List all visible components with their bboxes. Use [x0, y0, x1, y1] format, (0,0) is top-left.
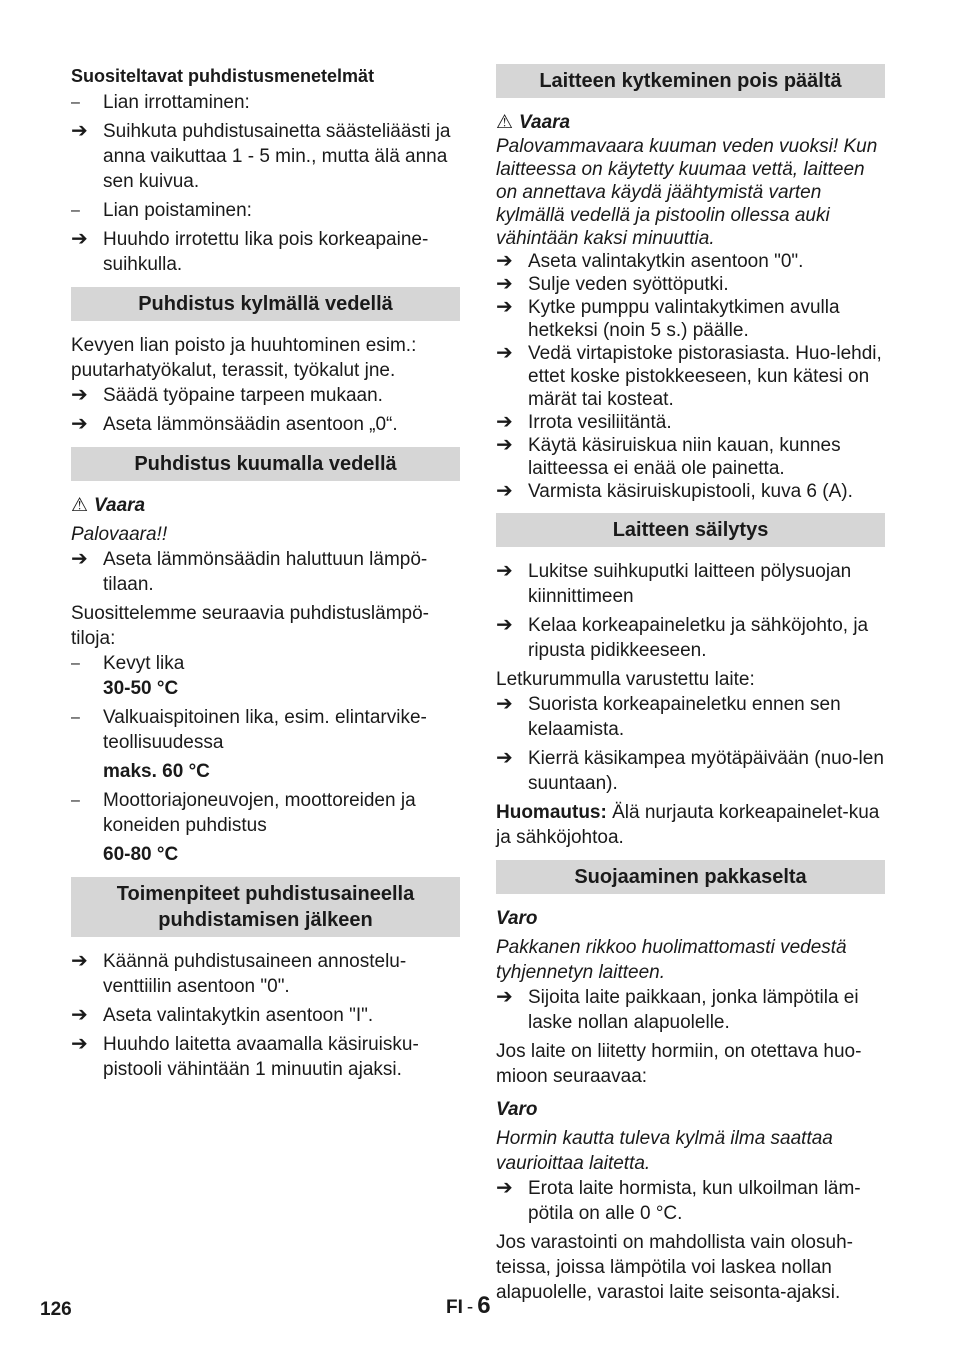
note-paragraph: Huomautus: Älä nurjauta korkeapainelet-kua ja sähköjohtoa.: [496, 802, 880, 848]
paragraph: Kevyen lian poisto ja huuhtominen esim.: puutarhatyökalut, terassit, työkalut jne.: [71, 335, 417, 381]
arrow-right-icon: ➔: [496, 250, 513, 272]
temperature-value: maks. 60 °C: [103, 761, 210, 782]
arrow-right-icon: ➔: [496, 342, 513, 364]
list-item: – Moottoriajoneuvojen, moottoreiden ja koneiden puhdistus: [71, 790, 416, 836]
warning-triangle-icon: ⚠: [71, 495, 89, 516]
section-heading-storage: Laitteen säilytys: [496, 513, 885, 547]
arrow-right-icon: ➔: [496, 411, 513, 433]
arrow-right-icon: ➔: [496, 480, 513, 502]
arrow-right-icon: ➔: [496, 693, 513, 715]
arrow-right-icon: ➔: [71, 384, 88, 406]
list-item: ➔ Lukitse suihkuputki laitteen pölysuojan kiinnittimeen: [496, 560, 852, 607]
list-item: ➔ Käännä puhdistusaineen annostelu-venttiilin asentoon "0".: [71, 950, 407, 997]
warning-heading: ⚠ Vaara: [496, 112, 571, 133]
warning-heading: ⚠ Vaara: [71, 495, 146, 516]
arrow-right-icon: ➔: [496, 273, 513, 295]
arrow-right-icon: ➔: [71, 1033, 88, 1055]
list-item: ➔ Säädä työpaine tarpeen mukaan.: [71, 384, 383, 406]
list-item: – Kevyt lika: [71, 653, 185, 674]
arrow-right-icon: ➔: [496, 434, 513, 456]
arrow-right-icon: ➔: [71, 120, 88, 142]
section-heading-hot-water: Puhdistus kuumalla vedellä: [71, 447, 460, 481]
arrow-right-icon: ➔: [71, 548, 88, 570]
list-item: ➔ Käytä käsiruiskua niin kauan, kunnes laitteessa ei enää ole painetta.: [496, 434, 841, 479]
list-item: ➔ Varmista käsiruiskupistooli, kuva 6 (A).: [496, 480, 853, 502]
arrow-right-icon: ➔: [496, 986, 513, 1008]
section-heading-after-detergent: Toimenpiteet puhdistusaineella puhdistamisen jälkeen: [71, 877, 460, 937]
left-column: [71, 62, 460, 1082]
arrow-right-icon: ➔: [71, 950, 88, 972]
dash-icon: –: [71, 94, 80, 111]
list-item: ➔ Huuhdo laitetta avaamalla käsiruisku-pistooli vähintään 1 minuutin ajaksi.: [71, 1033, 419, 1080]
warning-text: Palovammavaara kuuman veden vuoksi! Kun laitteessa on käytetty kuumaa vettä, laitteen on annettava käydä jäähtymistä varten kylmällä vedellä ja pistoolin ollessa auki vähintään kaksi minuuttia.: [496, 136, 878, 249]
dash-icon: –: [71, 202, 80, 219]
caution-text: Hormin kautta tuleva kylmä ilma saattaa vaurioittaa laitetta.: [496, 1128, 833, 1174]
list-item: ➔ Suihkuta puhdistusainetta säästeliäästi ja anna vaikuttaa 1 - 5 min., mutta älä anna sen kuivua.: [71, 120, 451, 192]
list-item: ➔ Kelaa korkeapaineletku ja sähköjohto, ja ripusta pidikkeeseen.: [496, 614, 869, 661]
list-item: ➔ Aseta valintakytkin asentoon "I".: [71, 1004, 374, 1026]
section-heading-frost-protection: Suojaaminen pakkaselta: [496, 860, 885, 894]
temperature-value: 30-50 °C: [103, 678, 179, 699]
arrow-right-icon: ➔: [496, 1177, 513, 1199]
list-item: ➔ Aseta lämmönsäädin asentoon „0“.: [71, 413, 398, 435]
caution-heading: Varo: [496, 1099, 538, 1120]
arrow-right-icon: ➔: [71, 228, 88, 250]
dash-icon: –: [71, 655, 80, 672]
list-item: ➔ Sijoita laite paikkaan, jonka lämpötila ei laske nollan alapuolelle.: [496, 986, 859, 1033]
arrow-right-icon: ➔: [71, 1004, 88, 1026]
dash-icon: –: [71, 792, 80, 809]
list-item: ➔ Kierrä käsikampea myötäpäivään (nuo-len suuntaan).: [496, 747, 884, 794]
list-item: ➔ Kytke pumppu valintakytkimen avulla hetkeksi (noin 5 s.) päälle.: [496, 296, 840, 341]
warning-triangle-icon: ⚠: [496, 112, 514, 133]
list-item: – Lian poistaminen:: [71, 200, 252, 221]
arrow-right-icon: ➔: [71, 413, 88, 435]
list-item: ➔ Huuhdo irrotettu lika pois korkeapaine-suihkulla.: [71, 228, 429, 275]
paragraph: Suosittelemme seuraavia puhdistuslämpö-tiloja:: [71, 603, 430, 649]
page-number: 126: [40, 1299, 72, 1320]
note-label: Huomautus:: [496, 802, 607, 823]
arrow-right-icon: ➔: [496, 614, 513, 636]
list-item: ➔ Irrota vesiliitäntä.: [496, 411, 672, 433]
section-heading-cold-water: Puhdistus kylmällä vedellä: [71, 287, 460, 321]
list-item: – Valkuaispitoinen lika, esim. elintarvike-teollisuudessa: [71, 707, 427, 753]
caution-text: Pakkanen rikkoo huolimattomasti vedestä tyhjennetyn laitteen.: [496, 937, 847, 983]
caution-heading: Varo: [496, 908, 538, 929]
paragraph: Letkurummulla varustettu laite:: [496, 669, 755, 690]
list-item: ➔ Sulje veden syöttöputki.: [496, 273, 729, 295]
list-item: – Lian irrottaminen:: [71, 92, 250, 113]
arrow-right-icon: ➔: [496, 296, 513, 318]
list-item: ➔ Aseta valintakytkin asentoon "0".: [496, 250, 804, 272]
heading-recommended-methods: Suositeltavat puhdistusmenetelmät: [71, 66, 375, 86]
arrow-right-icon: ➔: [496, 747, 513, 769]
temperature-value: 60-80 °C: [103, 844, 179, 865]
list-item: ➔ Aseta lämmönsäädin haluttuun lämpö-tilaan.: [71, 548, 428, 595]
dash-icon: –: [71, 709, 80, 726]
right-column: [496, 62, 885, 1305]
paragraph: Jos laite on liitetty hormiin, on otettava huo-mioon seuraavaa:: [496, 1041, 862, 1087]
warning-text: Palovaara!!: [71, 524, 168, 545]
section-heading-switch-off: Laitteen kytkeminen pois päältä: [496, 64, 885, 98]
arrow-right-icon: ➔: [496, 560, 513, 582]
paragraph: Jos varastointi on mahdollista vain olosuh-teissa, joissa lämpötila voi laskea nollan alapuolelle, varastoi laite seisonta-ajaksi.: [496, 1232, 853, 1303]
footer-section-label: FI - 6: [446, 1292, 491, 1319]
list-item: ➔ Vedä virtapistoke pistorasiasta. Huo-lehdi, ettet koske pistokkeeseen, kun kätesi on märät tai kosteat.: [496, 342, 882, 410]
list-item: ➔ Suorista korkeapaineletku ennen sen kelaamista.: [496, 693, 841, 740]
list-item: ➔ Erota laite hormista, kun ulkoilman läm-pötila on alle 0 °C.: [496, 1177, 861, 1224]
